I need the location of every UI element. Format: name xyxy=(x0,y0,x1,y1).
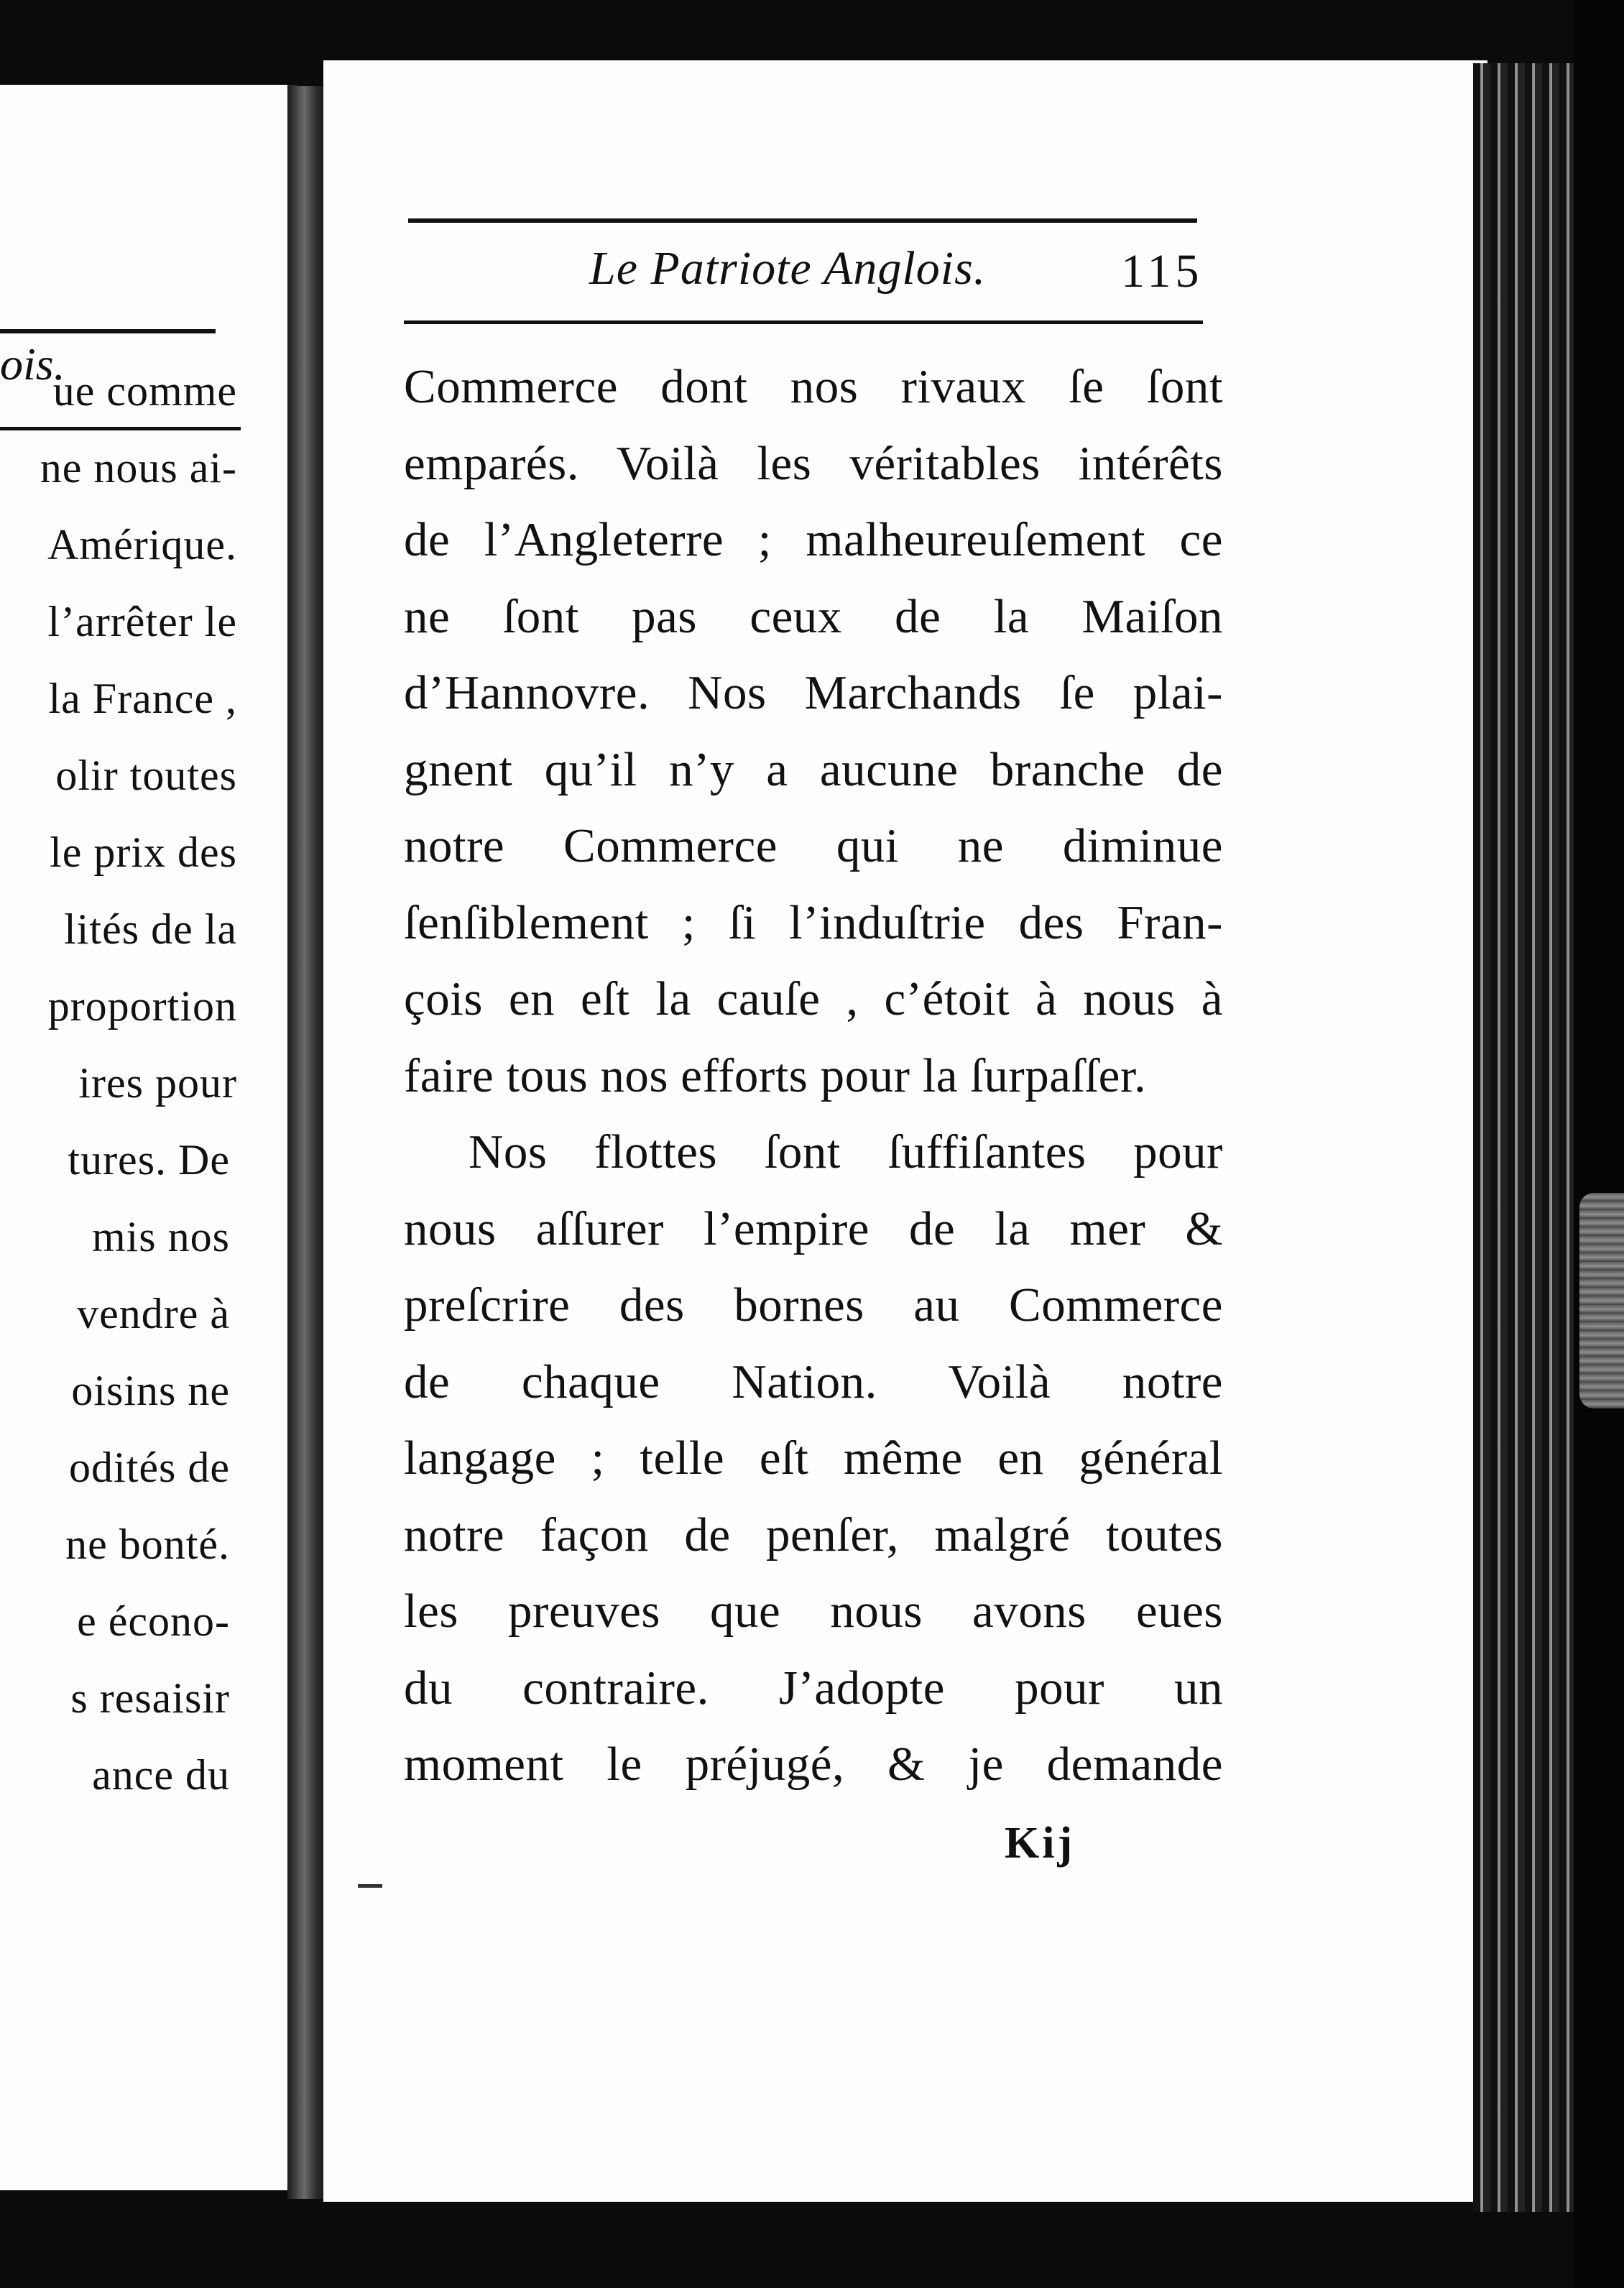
page-number: 115 xyxy=(1121,245,1204,297)
thumb-smudge xyxy=(1579,1193,1624,1408)
text-line: du contraire. J’adopte pour un xyxy=(404,1661,1223,1715)
text-line: gnent qu’il n’y a aucune branche de xyxy=(404,742,1223,796)
left-text-line: lités de la xyxy=(64,905,237,953)
left-text-line: l’arrêter le xyxy=(47,598,237,645)
left-text-line: ance du xyxy=(92,1751,230,1799)
text-line: notre façon de penſer, malgré toutes xyxy=(404,1508,1223,1562)
stray-mark xyxy=(358,1884,382,1888)
text-line: nous aſſurer l’empire de la mer & xyxy=(404,1201,1223,1255)
page-edges xyxy=(1473,63,1574,2212)
text-line: langage ; telle eſt même en général xyxy=(404,1431,1223,1485)
text-line: ne ſont pas ceux de la Maiſon xyxy=(404,589,1223,643)
left-text-line: Amérique. xyxy=(47,521,237,568)
text-line: de l’Angleterre ; malheureuſement ce xyxy=(404,513,1223,566)
text-line: emparés. Voilà les véritables intérêts xyxy=(404,436,1223,490)
left-text-line: ne bonté. xyxy=(65,1521,230,1568)
text-line: moment le préjugé, & je demande xyxy=(404,1738,1223,1791)
left-text-line: oisins ne xyxy=(71,1367,230,1414)
header-rule-bottom xyxy=(404,320,1203,324)
left-text-line: e écono- xyxy=(77,1597,230,1645)
text-line: d’Hannovre. Nos Marchands ſe plai- xyxy=(404,666,1223,719)
scan-border xyxy=(1574,0,1624,2288)
text-line: çois en eſt la cauſe , c’étoit à nous à xyxy=(404,972,1223,1025)
left-text-line: olir toutes xyxy=(55,752,237,799)
text-line: ſenſiblement ; ſi l’induſtrie des Fran- xyxy=(404,895,1223,949)
text-line: les preuves que nous avons eues xyxy=(404,1584,1223,1638)
left-text-line: proportion xyxy=(47,982,237,1030)
left-text-line: ires pour xyxy=(78,1059,237,1107)
left-text-line: le prix des xyxy=(50,829,237,876)
left-text-line: mis nos xyxy=(91,1213,230,1260)
left-text-line: vendre à xyxy=(77,1290,230,1337)
running-title: Le Patriote Anglois. xyxy=(589,242,987,295)
text-line: notre Commerce qui ne diminue xyxy=(404,819,1223,872)
left-text-line: odités de xyxy=(69,1444,230,1491)
left-page xyxy=(0,85,297,2190)
header-rule-top xyxy=(408,218,1197,223)
text-line: faire tous nos efforts pour la ſurpaſſer. xyxy=(404,1048,1147,1102)
left-running-title: ois. xyxy=(0,338,65,389)
left-text-line: tures. De xyxy=(68,1136,230,1184)
left-header-rule-top xyxy=(0,329,216,333)
left-text-line: la France , xyxy=(48,675,237,722)
text-line: Nos flottes ſont ſuffiſantes pour xyxy=(469,1125,1223,1178)
left-header-rule-under xyxy=(0,427,241,430)
text-line: de chaque Nation. Voilà notre xyxy=(404,1355,1223,1408)
signature-mark: Kij xyxy=(1005,1819,1076,1868)
left-text-line: s resaisir xyxy=(70,1674,230,1722)
left-text-line: ue comme xyxy=(52,367,237,415)
left-text-line: ne nous ai- xyxy=(40,444,237,492)
text-line: preſcrire des bornes au Commerce xyxy=(404,1278,1223,1332)
text-line: Commerce dont nos rivaux ſe ſont xyxy=(404,360,1223,413)
